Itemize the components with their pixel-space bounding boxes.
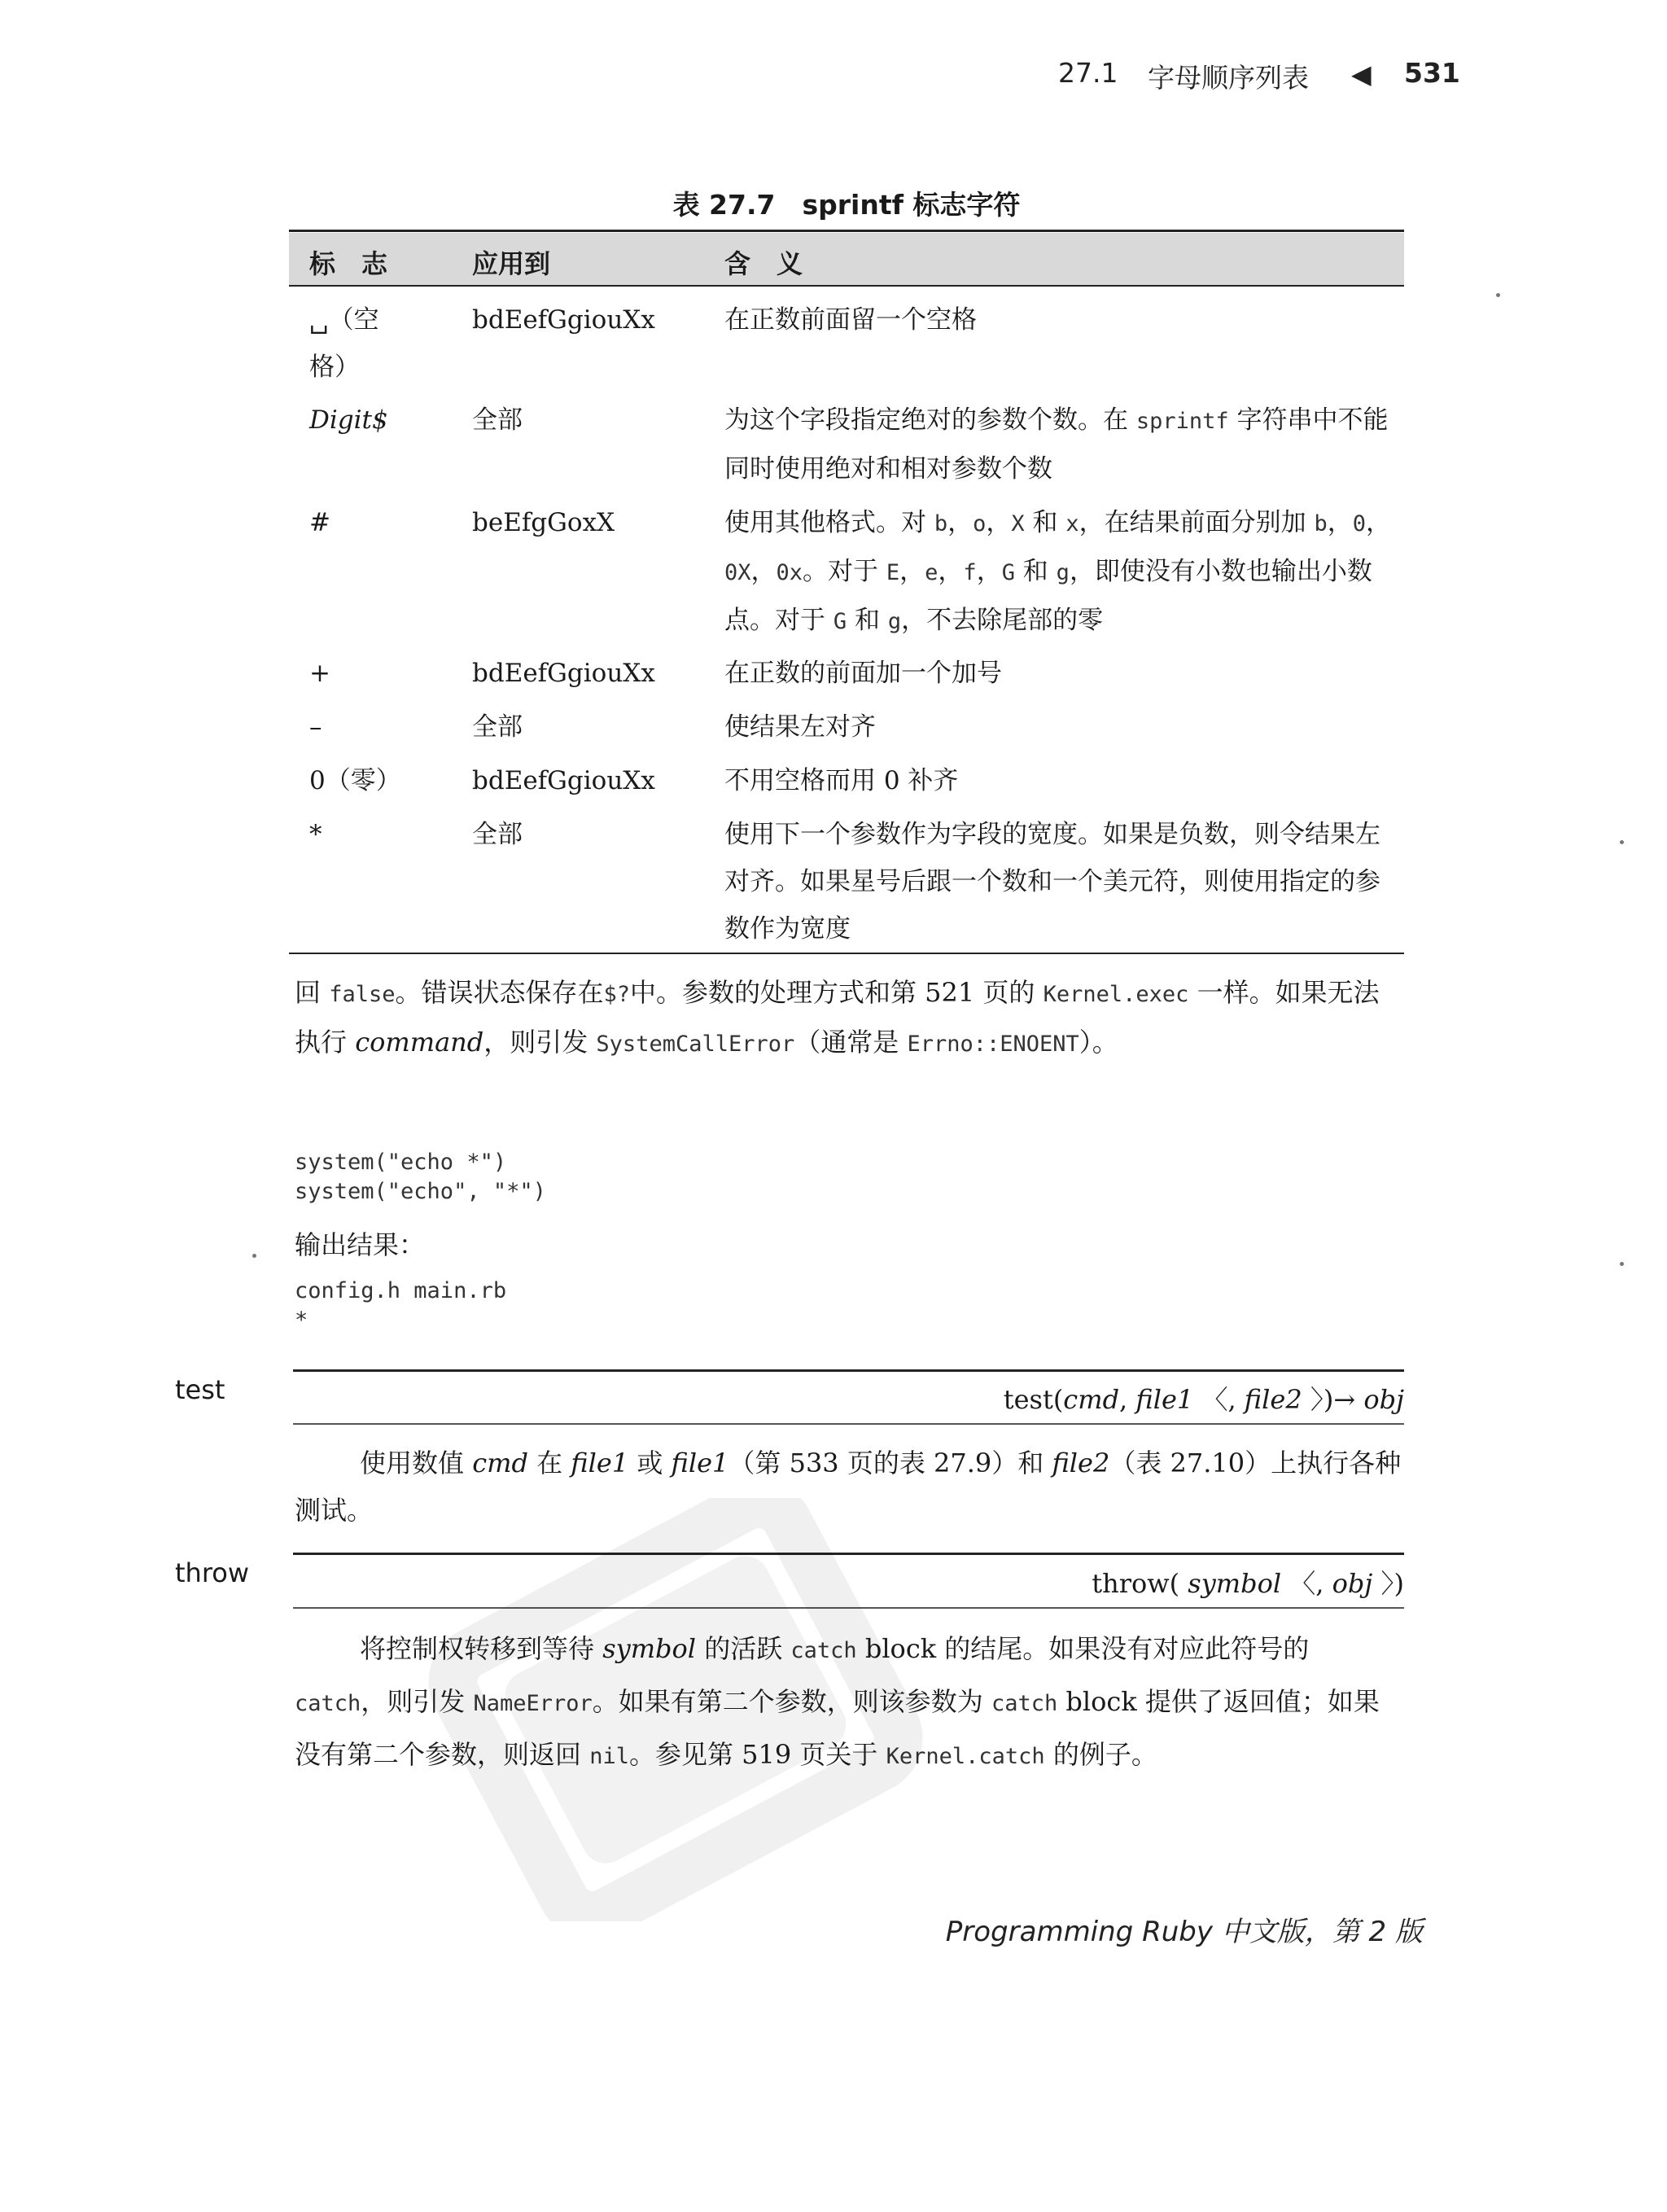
meaning-cell: 使结果左对齐	[724, 712, 876, 742]
flag-cell: 0（零）	[309, 766, 401, 795]
flag-cell: +	[309, 659, 330, 688]
scan-speck	[1620, 1262, 1624, 1266]
flag-cell: *	[309, 820, 322, 849]
scan-speck	[1496, 293, 1500, 297]
throw-description: 将控制权转移到等待 symbol 的活跃 catch block 的结尾。如果没有对应此符号的 catch，则引发 NameError。如果有第二个参数，则该参数为 catch block 提供了返回值；如果没有第二个参数，则返回 nil。参见第 519 页关于 Kernel.catch 的例子。	[295, 1633, 1380, 1770]
header-meaning: 含 义	[724, 248, 803, 279]
test-description: 使用数值 cmd 在 file1 或 file1（第 533 页的表 27.9）和 file2（表 27.10）上执行各种测试。	[295, 1448, 1402, 1526]
test-signature: test(cmd, file1 〈, file2 〉)→ obj	[1003, 1384, 1404, 1415]
method-top-rule	[293, 1369, 1404, 1372]
meaning-cell: 在正数前面留一个空格	[724, 305, 977, 335]
flag-cell: Digit$	[309, 405, 388, 435]
table-top-rule	[289, 230, 1404, 232]
library-seal-watermark	[423, 1498, 928, 1921]
section-number: 27.1	[1058, 57, 1118, 89]
header-flag: 标 志	[309, 248, 388, 279]
applies-cell: 全部	[472, 405, 523, 435]
meaning-cell: 使用其他格式。对 b，o，X 和 x，在结果前面分别加 b，0，0X，0x。对于 E，e，f，G 和 g，即使没有小数也输出小数点。对于 G 和 g，不去除尾部的零	[724, 508, 1392, 635]
system-code-example	[295, 1148, 546, 1207]
output-label: 输出结果：	[295, 1229, 426, 1260]
meaning-cell: 使用下一个参数作为字段的宽度。如果是负数，则令结果左对齐。如果星号后跟一个数和一个美元符，则使用指定的参数作为宽度	[724, 820, 1380, 944]
system-description: 回 false。错误状态保存在$?中。参数的处理方式和第 521 页的 Kernel.exec 一样。如果无法执行 command，则引发 SystemCallError（通常是 Errno::ENOENT）。	[295, 977, 1380, 1058]
book-title-footer: Programming Ruby 中文版，第 2 版	[945, 1916, 1423, 1948]
code-line: system("echo", "*")	[295, 1179, 546, 1204]
meaning-cell: 在正数的前面加一个加号	[724, 659, 1002, 688]
flag-cell: –	[309, 712, 322, 742]
applies-cell: beEfgGoxX	[472, 508, 615, 537]
method-name-throw: throw	[175, 1557, 250, 1588]
applies-cell: bdEefGgiouXx	[472, 766, 655, 795]
page-number: 531	[1404, 57, 1460, 89]
flag-cell: #	[309, 508, 330, 537]
scan-speck	[1620, 840, 1624, 844]
applies-cell: bdEefGgiouXx	[472, 659, 655, 688]
throw-signature: throw( symbol 〈, obj 〉)	[1092, 1568, 1404, 1599]
code-line: system("echo *")	[295, 1150, 507, 1175]
applies-cell: 全部	[472, 820, 523, 849]
meaning-cell: 不用空格而用 0 补齐	[724, 766, 959, 795]
code-line: *	[295, 1307, 308, 1333]
triangle-marker-icon: ◀	[1351, 59, 1372, 90]
scan-speck	[252, 1254, 256, 1258]
flag-cell: ␣（空格）	[309, 305, 379, 382]
table-caption: 表 27.7 sprintf 标志字符	[672, 189, 1021, 221]
method-name-test: test	[175, 1374, 225, 1405]
method-signature-rule	[293, 1423, 1404, 1425]
running-header	[1058, 57, 1460, 98]
section-title: 字母顺序列表	[1148, 62, 1309, 94]
applies-cell: 全部	[472, 712, 523, 742]
header-applies: 应用到	[472, 248, 551, 279]
meaning-cell: 为这个字段指定绝对的参数个数。在 sprintf 字符串中不能同时使用绝对和相对参数个数	[724, 405, 1389, 484]
code-line: config.h main.rb	[295, 1278, 507, 1303]
table-bottom-rule	[289, 953, 1404, 954]
table-header-rule	[289, 285, 1404, 287]
output-code	[295, 1277, 506, 1335]
applies-cell: bdEefGgiouXx	[472, 305, 655, 335]
table-header-row	[289, 233, 1404, 285]
